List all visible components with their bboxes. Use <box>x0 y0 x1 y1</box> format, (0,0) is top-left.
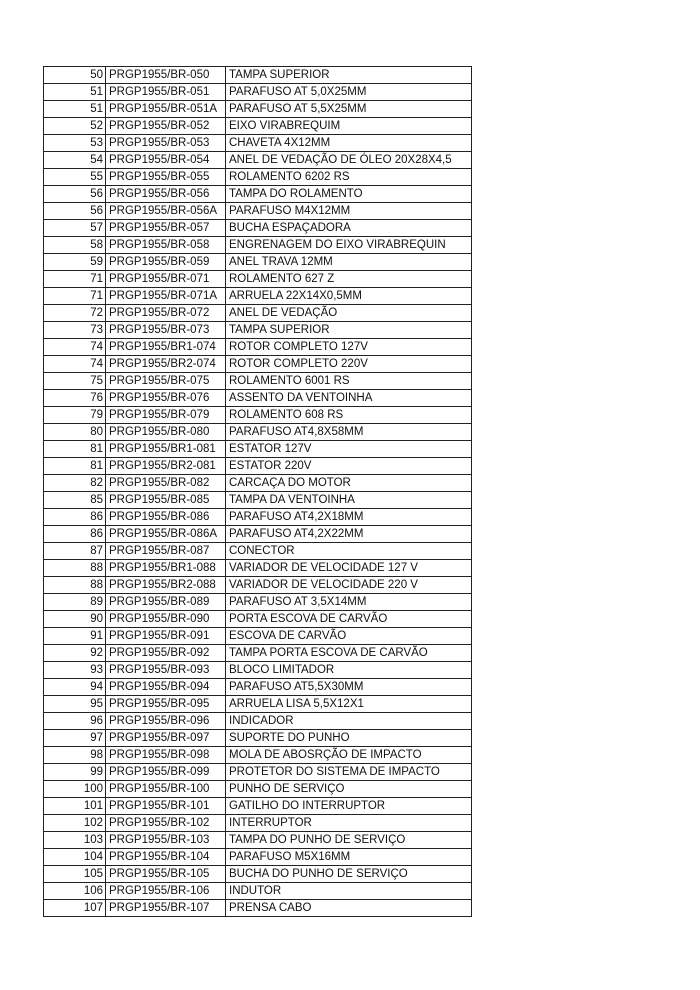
description-cell: ROLAMENTO 6202 RS <box>226 169 472 186</box>
description-cell: CARCAÇA DO MOTOR <box>226 475 472 492</box>
parts-table <box>43 66 472 917</box>
part-code-cell: PRGP1955/BR2-081 <box>106 458 226 475</box>
description-cell: MOLA DE ABOSRÇÃO DE IMPACTO <box>226 747 472 764</box>
part-code-cell: PRGP1955/BR-092 <box>106 645 226 662</box>
item-number-cell: 76 <box>44 390 106 407</box>
table-row <box>44 679 472 696</box>
table-row <box>44 220 472 237</box>
part-code-cell: PRGP1955/BR-051 <box>106 84 226 101</box>
part-code-cell: PRGP1955/BR-103 <box>106 832 226 849</box>
item-number-cell: 86 <box>44 526 106 543</box>
part-code-cell: PRGP1955/BR-079 <box>106 407 226 424</box>
item-number-cell: 91 <box>44 628 106 645</box>
item-number-cell: 53 <box>44 135 106 152</box>
part-code-cell: PRGP1955/BR1-081 <box>106 441 226 458</box>
item-number-cell: 101 <box>44 798 106 815</box>
item-number-cell: 80 <box>44 424 106 441</box>
table-row <box>44 645 472 662</box>
description-cell: PARAFUSO M5X16MM <box>226 849 472 866</box>
table-row <box>44 67 472 84</box>
table-row <box>44 271 472 288</box>
description-cell: TAMPA PORTA ESCOVA DE CARVÃO <box>226 645 472 662</box>
item-number-cell: 97 <box>44 730 106 747</box>
description-cell: SUPORTE DO PUNHO <box>226 730 472 747</box>
table-row <box>44 628 472 645</box>
description-cell: GATILHO DO INTERRUPTOR <box>226 798 472 815</box>
part-code-cell: PRGP1955/BR-098 <box>106 747 226 764</box>
part-code-cell: PRGP1955/BR-073 <box>106 322 226 339</box>
part-code-cell: PRGP1955/BR-080 <box>106 424 226 441</box>
description-cell: TAMPA DO PUNHO DE SERVIÇO <box>226 832 472 849</box>
item-number-cell: 82 <box>44 475 106 492</box>
part-code-cell: PRGP1955/BR1-074 <box>106 339 226 356</box>
table-row <box>44 441 472 458</box>
description-cell: EIXO VIRABREQUIM <box>226 118 472 135</box>
description-cell: ASSENTO DA VENTOINHA <box>226 390 472 407</box>
part-code-cell: PRGP1955/BR-053 <box>106 135 226 152</box>
description-cell: ESCOVA DE CARVÃO <box>226 628 472 645</box>
description-cell: ARRUELA LISA 5,5X12X1 <box>226 696 472 713</box>
table-row <box>44 254 472 271</box>
description-cell: ROTOR COMPLETO 220V <box>226 356 472 373</box>
item-number-cell: 58 <box>44 237 106 254</box>
description-cell: ESTATOR 220V <box>226 458 472 475</box>
part-code-cell: PRGP1955/BR-075 <box>106 373 226 390</box>
part-code-cell: PRGP1955/BR-095 <box>106 696 226 713</box>
item-number-cell: 79 <box>44 407 106 424</box>
part-code-cell: PRGP1955/BR-072 <box>106 305 226 322</box>
item-number-cell: 81 <box>44 458 106 475</box>
part-code-cell: PRGP1955/BR-091 <box>106 628 226 645</box>
table-row <box>44 577 472 594</box>
item-number-cell: 75 <box>44 373 106 390</box>
item-number-cell: 90 <box>44 611 106 628</box>
part-code-cell: PRGP1955/BR-104 <box>106 849 226 866</box>
table-row <box>44 866 472 883</box>
table-row <box>44 713 472 730</box>
item-number-cell: 93 <box>44 662 106 679</box>
table-row <box>44 203 472 220</box>
part-code-cell: PRGP1955/BR-054 <box>106 152 226 169</box>
item-number-cell: 99 <box>44 764 106 781</box>
table-row <box>44 288 472 305</box>
table-row <box>44 101 472 118</box>
table-row <box>44 560 472 577</box>
item-number-cell: 81 <box>44 441 106 458</box>
description-cell: PORTA ESCOVA DE CARVÃO <box>226 611 472 628</box>
description-cell: PUNHO DE SERVIÇO <box>226 781 472 798</box>
item-number-cell: 52 <box>44 118 106 135</box>
table-row <box>44 322 472 339</box>
description-cell: ANEL DE VEDAÇÃO <box>226 305 472 322</box>
table-row <box>44 696 472 713</box>
part-code-cell: PRGP1955/BR-094 <box>106 679 226 696</box>
item-number-cell: 95 <box>44 696 106 713</box>
item-number-cell: 103 <box>44 832 106 849</box>
item-number-cell: 72 <box>44 305 106 322</box>
item-number-cell: 106 <box>44 883 106 900</box>
table-row <box>44 373 472 390</box>
item-number-cell: 102 <box>44 815 106 832</box>
table-row <box>44 815 472 832</box>
part-code-cell: PRGP1955/BR-086 <box>106 509 226 526</box>
table-row <box>44 237 472 254</box>
description-cell: ANEL DE VEDAÇÃO DE ÓLEO 20X28X4,5 <box>226 152 472 169</box>
description-cell: ESTATOR 127V <box>226 441 472 458</box>
item-number-cell: 56 <box>44 203 106 220</box>
item-number-cell: 71 <box>44 288 106 305</box>
description-cell: PARAFUSO AT4,2X22MM <box>226 526 472 543</box>
part-code-cell: PRGP1955/BR-086A <box>106 526 226 543</box>
item-number-cell: 50 <box>44 67 106 84</box>
item-number-cell: 100 <box>44 781 106 798</box>
table-row <box>44 118 472 135</box>
description-cell: PARAFUSO AT4,8X58MM <box>226 424 472 441</box>
description-cell: BUCHA ESPAÇADORA <box>226 220 472 237</box>
table-row <box>44 764 472 781</box>
description-cell: CHAVETA 4X12MM <box>226 135 472 152</box>
description-cell: PARAFUSO AT 3,5X14MM <box>226 594 472 611</box>
description-cell: TAMPA DO ROLAMENTO <box>226 186 472 203</box>
item-number-cell: 94 <box>44 679 106 696</box>
description-cell: ROLAMENTO 627 Z <box>226 271 472 288</box>
item-number-cell: 105 <box>44 866 106 883</box>
description-cell: PARAFUSO AT 5,5X25MM <box>226 101 472 118</box>
table-row <box>44 509 472 526</box>
description-cell: INDICADOR <box>226 713 472 730</box>
description-cell: CONECTOR <box>226 543 472 560</box>
item-number-cell: 57 <box>44 220 106 237</box>
description-cell: ANEL TRAVA 12MM <box>226 254 472 271</box>
table-row <box>44 747 472 764</box>
part-code-cell: PRGP1955/BR-056 <box>106 186 226 203</box>
item-number-cell: 85 <box>44 492 106 509</box>
part-code-cell: PRGP1955/BR-099 <box>106 764 226 781</box>
part-code-cell: PRGP1955/BR-087 <box>106 543 226 560</box>
table-row <box>44 594 472 611</box>
part-code-cell: PRGP1955/BR-056A <box>106 203 226 220</box>
part-code-cell: PRGP1955/BR-058 <box>106 237 226 254</box>
item-number-cell: 98 <box>44 747 106 764</box>
table-row <box>44 543 472 560</box>
description-cell: PARAFUSO M4X12MM <box>226 203 472 220</box>
description-cell: ROLAMENTO 608 RS <box>226 407 472 424</box>
part-code-cell: PRGP1955/BR1-088 <box>106 560 226 577</box>
part-code-cell: PRGP1955/BR-101 <box>106 798 226 815</box>
table-row <box>44 883 472 900</box>
part-code-cell: PRGP1955/BR-096 <box>106 713 226 730</box>
item-number-cell: 71 <box>44 271 106 288</box>
item-number-cell: 55 <box>44 169 106 186</box>
part-code-cell: PRGP1955/BR-107 <box>106 900 226 917</box>
item-number-cell: 73 <box>44 322 106 339</box>
table-row <box>44 475 472 492</box>
description-cell: PARAFUSO AT4,2X18MM <box>226 509 472 526</box>
part-code-cell: PRGP1955/BR-071A <box>106 288 226 305</box>
table-row <box>44 662 472 679</box>
part-code-cell: PRGP1955/BR-089 <box>106 594 226 611</box>
part-code-cell: PRGP1955/BR-076 <box>106 390 226 407</box>
part-code-cell: PRGP1955/BR-055 <box>106 169 226 186</box>
item-number-cell: 74 <box>44 339 106 356</box>
table-row <box>44 169 472 186</box>
part-code-cell: PRGP1955/BR-085 <box>106 492 226 509</box>
part-code-cell: PRGP1955/BR-052 <box>106 118 226 135</box>
item-number-cell: 107 <box>44 900 106 917</box>
description-cell: PRENSA CABO <box>226 900 472 917</box>
table-row <box>44 832 472 849</box>
table-row <box>44 849 472 866</box>
description-cell: BUCHA DO PUNHO DE SERVIÇO <box>226 866 472 883</box>
item-number-cell: 87 <box>44 543 106 560</box>
table-row <box>44 526 472 543</box>
item-number-cell: 51 <box>44 84 106 101</box>
table-row <box>44 339 472 356</box>
table-row <box>44 730 472 747</box>
part-code-cell: PRGP1955/BR2-088 <box>106 577 226 594</box>
description-cell: TAMPA DA VENTOINHA <box>226 492 472 509</box>
description-cell: PARAFUSO AT5,5X30MM <box>226 679 472 696</box>
table-row <box>44 186 472 203</box>
table-row <box>44 305 472 322</box>
part-code-cell: PRGP1955/BR-050 <box>106 67 226 84</box>
table-row <box>44 356 472 373</box>
part-code-cell: PRGP1955/BR-071 <box>106 271 226 288</box>
item-number-cell: 89 <box>44 594 106 611</box>
description-cell: INTERRUPTOR <box>226 815 472 832</box>
table-row <box>44 407 472 424</box>
part-code-cell: PRGP1955/BR-093 <box>106 662 226 679</box>
part-code-cell: PRGP1955/BR2-074 <box>106 356 226 373</box>
table-row <box>44 135 472 152</box>
part-code-cell: PRGP1955/BR-100 <box>106 781 226 798</box>
item-number-cell: 51 <box>44 101 106 118</box>
item-number-cell: 88 <box>44 577 106 594</box>
description-cell: PROTETOR DO SISTEMA DE IMPACTO <box>226 764 472 781</box>
item-number-cell: 86 <box>44 509 106 526</box>
item-number-cell: 104 <box>44 849 106 866</box>
table-row <box>44 781 472 798</box>
table-row <box>44 424 472 441</box>
description-cell: TAMPA SUPERIOR <box>226 322 472 339</box>
description-cell: PARAFUSO AT 5,0X25MM <box>226 84 472 101</box>
part-code-cell: PRGP1955/BR-105 <box>106 866 226 883</box>
table-row <box>44 84 472 101</box>
item-number-cell: 74 <box>44 356 106 373</box>
description-cell: ARRUELA 22X14X0,5MM <box>226 288 472 305</box>
table-row <box>44 458 472 475</box>
table-row <box>44 152 472 169</box>
item-number-cell: 96 <box>44 713 106 730</box>
description-cell: ROTOR COMPLETO 127V <box>226 339 472 356</box>
part-code-cell: PRGP1955/BR-051A <box>106 101 226 118</box>
description-cell: VARIADOR DE VELOCIDADE 127 V <box>226 560 472 577</box>
part-code-cell: PRGP1955/BR-097 <box>106 730 226 747</box>
table-row <box>44 390 472 407</box>
item-number-cell: 56 <box>44 186 106 203</box>
part-code-cell: PRGP1955/BR-082 <box>106 475 226 492</box>
part-code-cell: PRGP1955/BR-106 <box>106 883 226 900</box>
description-cell: TAMPA SUPERIOR <box>226 67 472 84</box>
table-row <box>44 798 472 815</box>
description-cell: ENGRENAGEM DO EIXO VIRABREQUIN <box>226 237 472 254</box>
part-code-cell: PRGP1955/BR-057 <box>106 220 226 237</box>
table-row <box>44 611 472 628</box>
item-number-cell: 88 <box>44 560 106 577</box>
part-code-cell: PRGP1955/BR-090 <box>106 611 226 628</box>
description-cell: INDUTOR <box>226 883 472 900</box>
part-code-cell: PRGP1955/BR-102 <box>106 815 226 832</box>
part-code-cell: PRGP1955/BR-059 <box>106 254 226 271</box>
item-number-cell: 92 <box>44 645 106 662</box>
description-cell: ROLAMENTO 6001 RS <box>226 373 472 390</box>
table-row <box>44 900 472 917</box>
parts-table-body <box>44 67 472 917</box>
description-cell: VARIADOR DE VELOCIDADE 220 V <box>226 577 472 594</box>
item-number-cell: 54 <box>44 152 106 169</box>
description-cell: BLOCO LIMITADOR <box>226 662 472 679</box>
item-number-cell: 59 <box>44 254 106 271</box>
table-row <box>44 492 472 509</box>
